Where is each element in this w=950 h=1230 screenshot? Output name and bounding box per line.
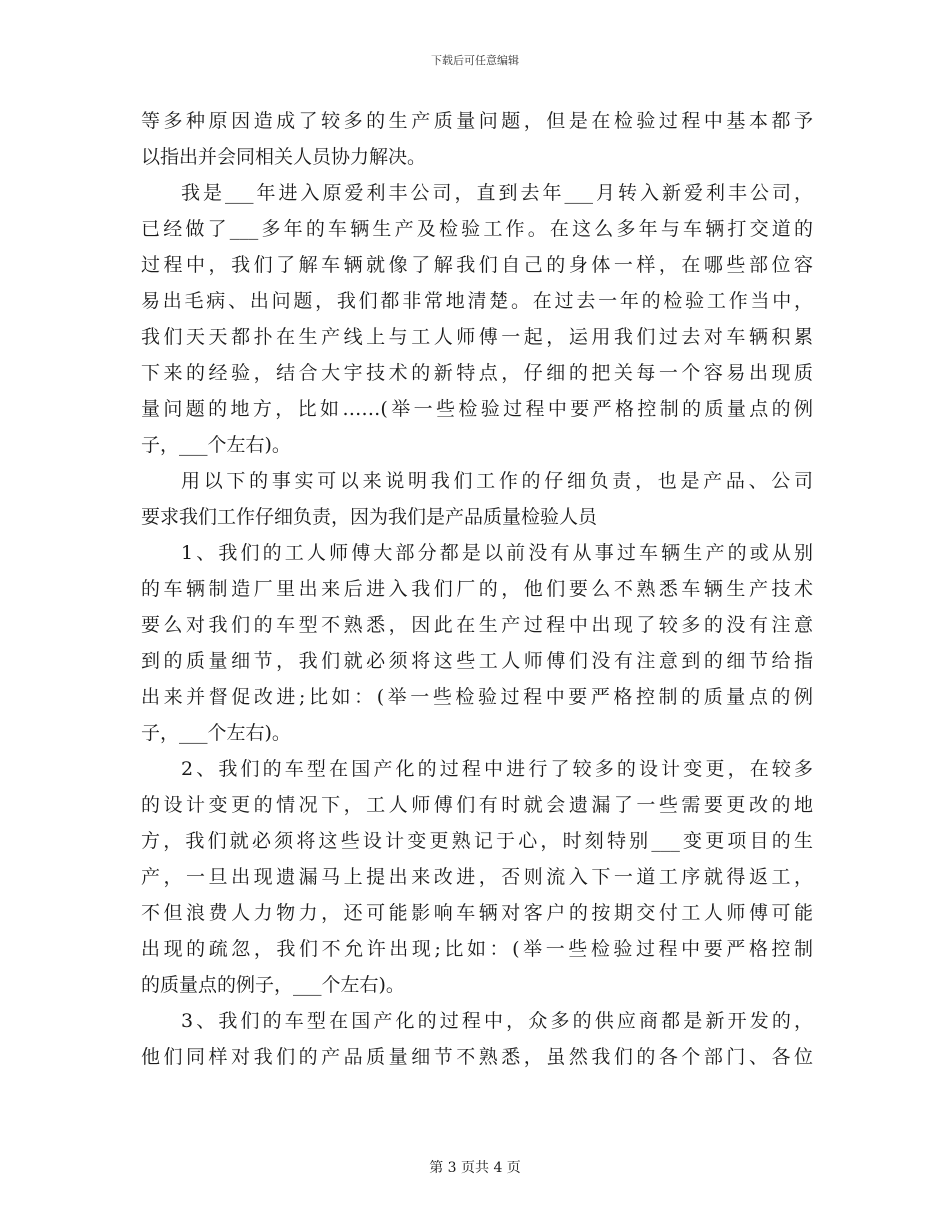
text-line: 的设计变更的情况下，工人师傅们有时就会遗漏了一些需要更改的地 [141, 794, 813, 816]
text-line: 子，___个左右)。 [141, 722, 291, 744]
text-line: 易出毛病、出问题，我们都非常地清楚。在过去一年的检验工作当中， [141, 290, 813, 312]
text-line: 出现的疏忽，我们不允许出现;比如：(举一些检验过程中要严格控制 [141, 938, 813, 960]
paragraph [141, 751, 813, 1003]
text-line: 的质量点的例子，___个左右)。 [141, 974, 405, 996]
text-line: 产，一旦出现遗漏马上提出来改进，否则流入下一道工序就得返工， [141, 866, 813, 888]
paragraph [141, 1003, 813, 1075]
text-line: 的车辆制造厂里出来后进入我们厂的，他们要么不熟悉车辆生产技术 [141, 578, 813, 600]
text-line: 以指出并会同相关人员协力解决。 [141, 146, 427, 168]
text-line: 3、我们的车型在国产化的过程中，众多的供应商都是新开发的， [181, 1010, 813, 1032]
text-line: 量问题的地方，比如……(举一些检验过程中要严格控制的质量点的例 [141, 398, 813, 420]
text-line: 要求我们工作仔细负责，因为我们是产品质量检验人员 [141, 506, 598, 528]
page-number: 第 3 页共 4 页 [429, 1160, 521, 1176]
text-line: 出来并督促改进;比如：(举一些检验过程中要严格控制的质量点的例 [141, 686, 813, 708]
paragraph [141, 535, 813, 751]
text-line: 我是___年进入原爱利丰公司，直到去年___月转入新爱利丰公司， [181, 182, 813, 204]
text-line: 过程中，我们了解车辆就像了解我们自己的身体一样，在哪些部位容 [141, 254, 813, 276]
text-line: 我们天天都扑在生产线上与工人师傅一起，运用我们过去对车辆积累 [141, 326, 813, 348]
text-line: 他们同样对我们的产品质量细节不熟悉，虽然我们的各个部门、各位 [141, 1046, 813, 1068]
text-line: 子，___个左右)。 [141, 434, 291, 456]
text-line: 已经做了___多年的车辆生产及检验工作。在这么多年与车辆打交道的 [141, 218, 813, 240]
document-body [141, 103, 813, 1075]
paragraph [141, 463, 813, 535]
text-line: 要么对我们的车型不熟悉，因此在生产过程中出现了较多的没有注意 [141, 614, 813, 636]
paragraph [141, 175, 813, 463]
paragraph [141, 103, 813, 175]
text-line: 2、我们的车型在国产化的过程中进行了较多的设计变更，在较多 [181, 758, 813, 780]
text-line: 不但浪费人力物力，还可能影响车辆对客户的按期交付工人师傅可能 [141, 902, 813, 924]
text-line: 1、我们的工人师傅大部分都是以前没有从事过车辆生产的或从别 [181, 542, 813, 564]
header-note: 下载后可任意编辑 [431, 54, 519, 67]
text-line: 下来的经验，结合大宇技术的新特点，仔细的把关每一个容易出现质 [141, 362, 813, 384]
text-line: 等多种原因造成了较多的生产质量问题，但是在检验过程中基本都予 [141, 110, 813, 132]
text-line: 用以下的事实可以来说明我们工作的仔细负责，也是产品、公司 [181, 470, 813, 492]
text-line: 方，我们就必须将这些设计变更熟记于心，时刻特别___变更项目的生 [141, 830, 813, 852]
text-line: 到的质量细节，我们就必须将这些工人师傅们没有注意到的细节给指 [141, 650, 813, 672]
